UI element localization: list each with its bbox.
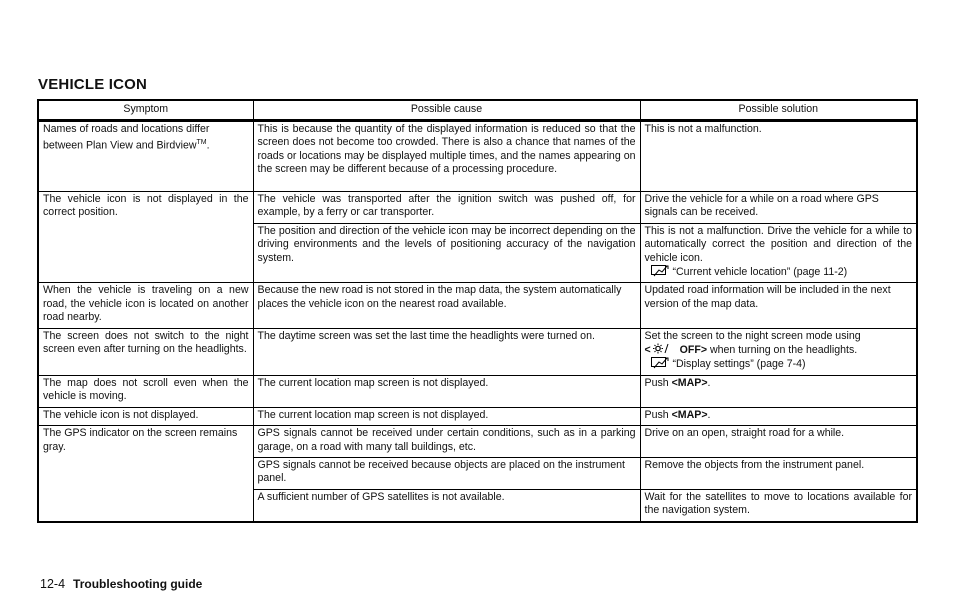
symptom-cell: When the vehicle is traveling on a new road, the vehicle icon is located on another road nearby.: [38, 283, 253, 328]
reference-text: “Current vehicle location” (page 11-2): [672, 266, 848, 279]
symptom-cell: The screen does not switch to the night screen even after turning on the headlights.: [38, 328, 253, 375]
table-row: [38, 375, 917, 407]
solution-end: .: [707, 376, 711, 389]
symptom-text: Names of roads and locations differ between Plan View and Birdview: [43, 123, 210, 152]
solution-text: Set the screen to the night screen mode using: [644, 329, 861, 342]
solution-cell: Drive the vehicle for a while on a road where GPS signals can be received.: [640, 192, 917, 224]
cause-cell: The vehicle was transported after the ignition switch was pushed off, for example, by a ferry or car transporter.: [253, 192, 640, 224]
symptom-cell: The GPS indicator on the screen remains gray.: [38, 426, 253, 522]
table-row: [38, 328, 917, 375]
guide-title: Troubleshooting guide: [73, 577, 203, 591]
section-title: VEHICLE ICON: [38, 76, 148, 93]
symptom-cell: The map does not scroll even when the vehicle is moving.: [38, 375, 253, 407]
table-row: [38, 121, 917, 192]
solution-cell: [640, 375, 917, 407]
solution-text: Push: [644, 408, 672, 421]
reference-pointer-icon: [651, 357, 671, 369]
cause-cell: The daytime screen was set the last time the headlights were turned on.: [253, 328, 640, 375]
solution-cell: This is not a malfunction.: [640, 121, 917, 192]
cause-cell: The current location map screen is not displayed.: [253, 407, 640, 425]
cause-cell: GPS signals cannot be received under certain conditions, such as in a parking garage, on a road with many tall buildings, etc.: [253, 426, 640, 458]
symptom-cell: The vehicle icon is not displayed in the correct position.: [38, 192, 253, 283]
troubleshooting-table: [37, 99, 918, 523]
symptom-cell: [38, 121, 253, 192]
solution-cell: Drive on an open, straight road for a while.: [640, 426, 917, 458]
page-number: 12-4: [40, 577, 66, 591]
table-row: [38, 426, 917, 458]
map-key-label: <MAP>: [671, 376, 708, 389]
symptom-cell: The vehicle icon is not displayed.: [38, 407, 253, 425]
header-possible-solution: Possible solution: [640, 100, 917, 121]
solution-end: .: [707, 408, 711, 421]
table-row: [38, 407, 917, 425]
solution-cell: [640, 223, 917, 283]
solution-text-post: when turning on the headlights.: [707, 344, 858, 357]
symptom-end: .: [206, 139, 210, 152]
solution-cell: [640, 407, 917, 425]
day-night-icon: [651, 343, 677, 354]
cause-cell: The position and direction of the vehicle icon may be incorrect depending on the driving environments and the levels of positioning accuracy of the navigation system.: [253, 223, 640, 283]
key-label-off: OFF>: [676, 344, 707, 357]
header-symptom: Symptom: [38, 100, 253, 121]
solution-text: Push: [644, 376, 672, 389]
table-row: [38, 192, 917, 224]
trademark-mark: TM: [196, 139, 207, 147]
cause-cell: The current location map screen is not displayed.: [253, 375, 640, 407]
table-row: [38, 283, 917, 328]
cause-cell: GPS signals cannot be received because objects are placed on the instrument panel.: [253, 457, 640, 489]
table-header-row: [38, 100, 917, 121]
solution-cell: Remove the objects from the instrument panel.: [640, 457, 917, 489]
page-footer: [40, 577, 202, 591]
solution-cell: Updated road information will be included in the next version of the map data.: [640, 283, 917, 328]
solution-cell: [640, 328, 917, 375]
page-reference[interactable]: [645, 265, 913, 279]
reference-pointer-icon: [651, 265, 671, 277]
reference-text: “Display settings” (page 7-4): [672, 358, 806, 371]
solution-text: This is not a malfunction. Drive the vehicle for a while to automatically correct the position and direction of the vehicle icon.: [644, 224, 912, 264]
cause-cell: A sufficient number of GPS satellites is not available.: [253, 489, 640, 521]
header-possible-cause: Possible cause: [253, 100, 640, 121]
solution-cell: Wait for the satellites to move to locations available for the navigation system.: [640, 489, 917, 521]
key-label-open: <: [644, 344, 651, 357]
map-key-label: <MAP>: [671, 408, 708, 421]
cause-cell: Because the new road is not stored in the map data, the system automatically places the vehicle icon on the nearest road available.: [253, 283, 640, 328]
cause-cell: This is because the quantity of the displayed information is reduced so that the screen does not become too crowded. There is also a chance that names of the roads or locations may be displayed multiple times, and the names appearing on the screen may be different because of a processing procedure.: [253, 121, 640, 192]
page-reference[interactable]: [645, 357, 913, 371]
